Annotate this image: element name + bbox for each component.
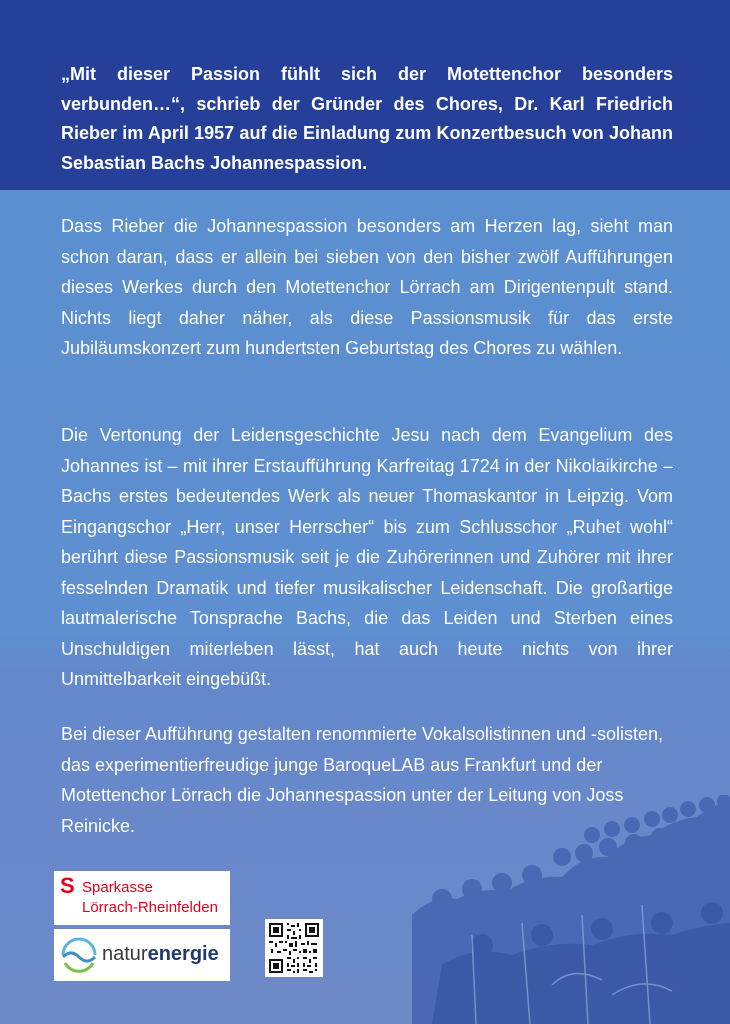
choir-silhouette-image (412, 795, 730, 1024)
naturenergie-logo (54, 929, 230, 981)
naturenergie-word-light: natur (102, 943, 148, 965)
sparkasse-region: Lörrach-Rheinfelden (82, 899, 218, 916)
qr-code-image (265, 919, 323, 977)
naturenergie-word-bold: energie (147, 943, 219, 965)
sparkasse-logo (54, 871, 230, 925)
paragraph-rieber: Dass Rieber die Johannespassion besonders am Herzen lag, sieht man schon daran, dass er allein bei sieben von den bisher zwölf Aufführungen dieses Werkes durch den Motettenchor Lörrach am Dirigentenpult stand. Nichts liegt daher näher, als diese Passionsmusik für das erste Jubiläumskonzert zum hundertsten Geburtstag des Chores zu wählen. (61, 216, 673, 358)
paragraph-auffuehrung: Bei dieser Aufführung gestalten renommierte Vokalsolistinnen und -solisten, das experimentierfreudige junge BaroqueLAB aus Frankfurt und der Motettenchor Lörrach die Johannespassion unter der Leitung von Joss Reinicke. (61, 724, 664, 836)
sparkasse-name: Sparkasse (82, 879, 153, 896)
paragraph-vertonung: Die Vertonung der Leidensgeschichte Jesu nach dem Evangelium des Johannes ist – mit ihrer Erstaufführung Karfreitag 1724 in der Nikolaikirche – Bachs erstes bedeutendes Werk als neuer Thomaskantor in Leipzig. Vom Eingangschor „Herr, unser Herrscher“ bis zum Schlusschor „Ruhet wohl“ berührt diese Passionsmusik seit je die Zuhörerinnen und Zuhörer mit ihrer fesselnden Dramatik und tiefer musikalischer Leidenschaft. Die großartige lautmalerische Tonsprache Bachs, die das Leiden und Sterben eines Unschuldigen miterleben lässt, hat auch heute nichts von ihrer Unmittelbarkeit eingebüßt. (61, 425, 673, 689)
header-band (0, 0, 730, 190)
intro-quote: „Mit dieser Passion fühlt sich der Motettenchor besonders verbunden…“, schrieb der Gründer des Chores, Dr. Karl Friedrich Rieber im April 1957 auf die Einladung zum Konzertbesuch von Johann Sebastian Bachs Johannespassion. (61, 64, 673, 173)
naturenergie-wave-icon (59, 937, 99, 973)
sparkasse-s-icon: S (60, 873, 75, 898)
naturenergie-wordmark (102, 943, 219, 965)
